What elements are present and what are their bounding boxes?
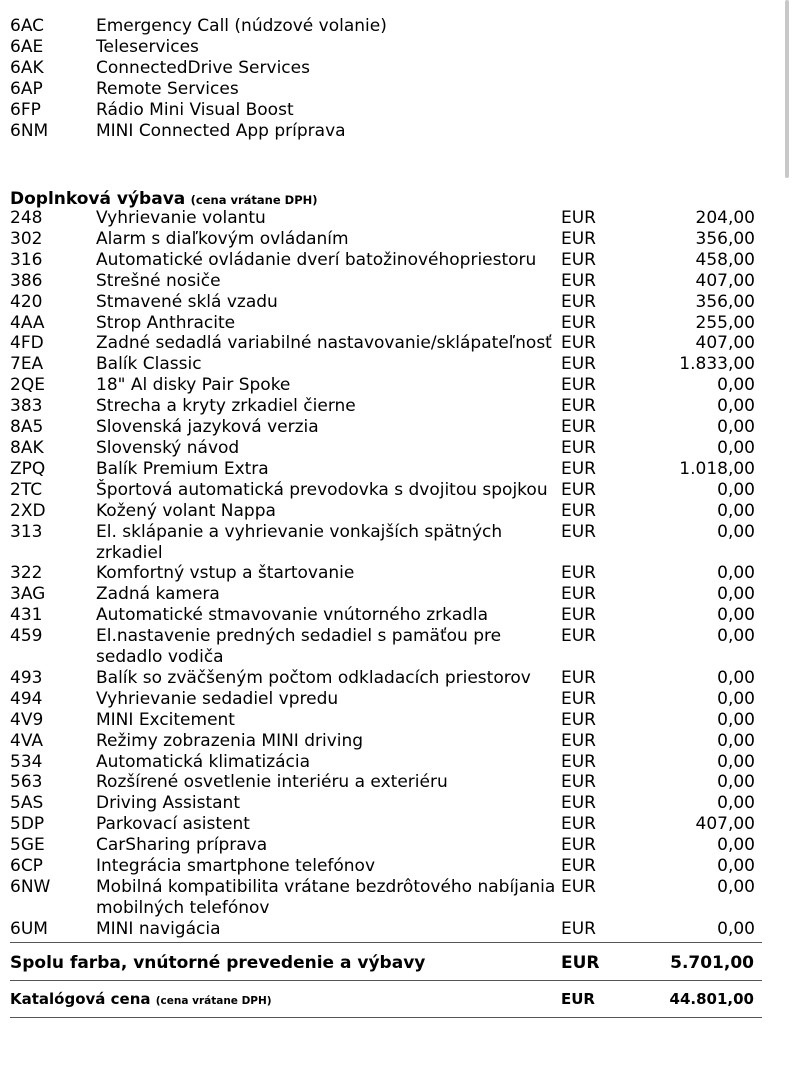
service-code: 6AE (10, 36, 44, 57)
option-currency: EUR (561, 688, 596, 709)
option-price: 0,00 (717, 500, 755, 521)
option-code: 459 (10, 626, 43, 647)
option-price: 0,00 (717, 730, 755, 751)
option-row (0, 563, 755, 584)
option-price: 1.833,00 (679, 354, 755, 375)
option-name: CarSharing príprava (96, 835, 268, 856)
option-row (0, 626, 755, 668)
option-code: 4FD (10, 333, 44, 354)
catalog-price-value: 44.801,00 (669, 990, 754, 1008)
option-name: Parkovací asistent (96, 814, 250, 835)
service-row (0, 16, 561, 37)
option-currency: EUR (561, 835, 596, 856)
scrollbar[interactable] (776, 0, 792, 1080)
option-row (0, 396, 755, 417)
catalog-price-note: (cena vrátane DPH) (155, 995, 272, 1007)
catalog-price-label: Katalógová cena (10, 990, 151, 1008)
option-currency: EUR (561, 856, 596, 877)
option-code: 383 (10, 396, 43, 417)
option-row (0, 271, 755, 292)
option-name: Driving Assistant (96, 793, 241, 814)
option-price: 0,00 (717, 877, 755, 897)
option-code: 4VA (10, 730, 43, 751)
option-row (0, 250, 755, 271)
option-row (0, 814, 755, 835)
option-price: 0,00 (717, 835, 755, 856)
option-name: Komfortný vstup a štartovanie (96, 563, 355, 584)
service-code: 6AC (10, 16, 45, 36)
option-code: 534 (10, 751, 43, 772)
option-row (0, 772, 755, 793)
option-row (0, 501, 755, 522)
option-price: 204,00 (695, 208, 755, 228)
option-name: Zadné sedadlá variabilné nastavovanie/sklápateľnosť (96, 333, 552, 354)
option-name: Športová automatická prevodovka s dvojitou spojkou (96, 479, 548, 500)
divider (10, 980, 762, 981)
option-row (0, 375, 755, 396)
option-price: 356,00 (695, 228, 755, 249)
option-currency: EUR (561, 437, 596, 458)
option-code: 420 (10, 291, 43, 312)
option-price: 458,00 (695, 249, 755, 270)
service-row (0, 79, 561, 100)
option-currency: EUR (561, 626, 596, 647)
option-row (0, 417, 755, 438)
service-code: 6FP (10, 99, 41, 120)
option-currency: EUR (561, 228, 596, 249)
option-name: El. sklápanie a vyhrievanie vonkajších spätných zrkadiel (96, 521, 503, 563)
option-currency: EUR (561, 291, 596, 312)
service-row (0, 37, 561, 58)
divider (10, 942, 762, 943)
subtotal-row (10, 952, 754, 974)
option-name: Automatická klimatizácia (96, 751, 311, 772)
subtotal-label: Spolu farba, vnútorné prevedenie a výbavy (10, 953, 426, 973)
option-currency: EUR (561, 563, 596, 584)
option-code: 386 (10, 270, 43, 291)
option-price: 0,00 (717, 437, 755, 458)
option-name: Alarm s diaľkovým ovládaním (96, 228, 349, 249)
option-price: 0,00 (717, 563, 755, 584)
option-name: Integrácia smartphone telefónov (96, 856, 376, 877)
option-row (0, 689, 755, 710)
option-currency: EUR (561, 249, 596, 270)
option-currency: EUR (561, 208, 596, 228)
option-currency: EUR (561, 354, 596, 375)
option-row (0, 877, 755, 919)
option-row (0, 835, 755, 856)
option-name: MINI navigácia (96, 918, 221, 939)
option-name: Vyhrievanie volantu (96, 208, 266, 228)
service-name: ConnectedDrive Services (96, 57, 310, 78)
option-price: 407,00 (695, 814, 755, 835)
option-row (0, 793, 755, 814)
service-name: Rádio Mini Visual Boost (96, 99, 294, 120)
option-row (0, 438, 755, 459)
options-section-note: (cena vrátane DPH) (190, 193, 318, 207)
option-name: Automatické stmavovanie vnútorného zrkadla (96, 605, 489, 626)
divider (10, 1017, 762, 1018)
option-name: Balík so zväčšeným počtom odkladacích priestorov (96, 667, 531, 688)
option-code: 563 (10, 772, 43, 793)
option-code: 493 (10, 667, 43, 688)
option-price: 0,00 (717, 626, 755, 647)
option-code: 8A5 (10, 417, 44, 438)
option-code: 5GE (10, 835, 45, 856)
option-name: MINI Excitement (96, 709, 235, 730)
service-row (0, 58, 561, 79)
option-currency: EUR (561, 270, 596, 291)
option-price: 0,00 (717, 751, 755, 772)
option-currency: EUR (561, 605, 596, 626)
option-name: Vyhrievanie sedadiel vpredu (96, 688, 339, 709)
option-code: 5AS (10, 793, 44, 814)
service-name: Emergency Call (núdzové volanie) (96, 16, 387, 36)
service-name: MINI Connected App príprava (96, 120, 346, 141)
option-price: 407,00 (695, 333, 755, 354)
service-row (0, 100, 561, 121)
option-row (0, 856, 755, 877)
option-name: Slovenská jazyková verzia (96, 417, 319, 438)
service-code: 6AK (10, 57, 44, 78)
subtotal-currency: EUR (561, 953, 600, 973)
option-code: 5DP (10, 814, 45, 835)
option-currency: EUR (561, 396, 596, 417)
option-name: El.nastavenie predných sedadiel s pamäťou pre sedadlo vodiča (96, 626, 502, 668)
option-code: 4V9 (10, 709, 44, 730)
option-name: Mobilná kompatibilita vrátane bezdrôtového nabíjania mobilných telefónov (96, 877, 556, 918)
option-currency: EUR (561, 521, 596, 542)
subtotal-price: 5.701,00 (670, 953, 754, 973)
option-name: Stmavené sklá vzadu (96, 291, 278, 312)
option-name: Strecha a kryty zrkadiel čierne (96, 396, 356, 417)
option-row (0, 480, 755, 501)
option-price: 0,00 (717, 584, 755, 605)
option-row (0, 522, 755, 564)
option-price: 0,00 (717, 417, 755, 438)
option-currency: EUR (561, 667, 596, 688)
option-price: 0,00 (717, 396, 755, 417)
option-row (0, 313, 755, 334)
option-code: 316 (10, 249, 43, 270)
option-code: 6NW (10, 877, 51, 897)
option-price: 0,00 (717, 688, 755, 709)
option-currency: EUR (561, 877, 596, 897)
option-currency: EUR (561, 814, 596, 835)
option-price: 356,00 (695, 291, 755, 312)
option-code: 2XD (10, 500, 46, 521)
options-table (0, 208, 755, 940)
option-row (0, 229, 755, 250)
option-currency: EUR (561, 751, 596, 772)
service-code: 6AP (10, 78, 43, 99)
option-price: 0,00 (717, 772, 755, 793)
service-row (0, 121, 561, 142)
option-price: 1.018,00 (679, 458, 755, 479)
scrollbar-thumb[interactable] (785, 0, 789, 178)
option-name: Balík Classic (96, 354, 202, 375)
option-price: 0,00 (717, 479, 755, 500)
option-currency: EUR (561, 772, 596, 793)
option-name: Rozšírené osvetlenie interiéru a exteriéru (96, 772, 448, 793)
option-currency: EUR (561, 479, 596, 500)
option-row (0, 919, 755, 940)
option-name: 18" Al disky Pair Spoke (96, 375, 291, 396)
option-row (0, 668, 755, 689)
option-price: 0,00 (717, 856, 755, 877)
option-price: 255,00 (695, 312, 755, 333)
service-name: Remote Services (96, 78, 239, 99)
catalog-price-currency: EUR (561, 990, 595, 1008)
option-code: 431 (10, 605, 43, 626)
option-name: Slovenský návod (96, 437, 240, 458)
option-code: 322 (10, 563, 43, 584)
option-name: Zadná kamera (96, 584, 220, 605)
option-code: ZPQ (10, 458, 46, 479)
option-name: Kožený volant Nappa (96, 500, 276, 521)
option-row (0, 354, 755, 375)
option-currency: EUR (561, 417, 596, 438)
option-price: 0,00 (717, 375, 755, 396)
option-currency: EUR (561, 312, 596, 333)
option-name: Strešné nosiče (96, 270, 221, 291)
option-currency: EUR (561, 584, 596, 605)
option-row (0, 584, 755, 605)
option-row (0, 752, 755, 773)
option-code: 6UM (10, 918, 48, 939)
option-currency: EUR (561, 793, 596, 814)
option-code: 302 (10, 228, 43, 249)
option-currency: EUR (561, 500, 596, 521)
option-row (0, 333, 755, 354)
option-row (0, 710, 755, 731)
option-currency: EUR (561, 333, 596, 354)
option-code: 2QE (10, 375, 45, 396)
option-code: 494 (10, 688, 43, 709)
option-price: 407,00 (695, 270, 755, 291)
option-row (0, 292, 755, 313)
option-row (0, 731, 755, 752)
option-currency: EUR (561, 730, 596, 751)
service-code: 6NM (10, 120, 49, 141)
option-currency: EUR (561, 918, 596, 939)
option-row (0, 208, 755, 229)
option-name: Strop Anthracite (96, 312, 236, 333)
options-section-title: Doplnková výbava (10, 189, 186, 209)
option-price: 0,00 (717, 605, 755, 626)
option-code: 8AK (10, 437, 44, 458)
option-code: 2TC (10, 479, 43, 500)
option-row (0, 459, 755, 480)
option-price: 0,00 (717, 709, 755, 730)
option-code: 313 (10, 521, 43, 542)
option-code: 7EA (10, 354, 44, 375)
catalog-price-label-wrap (10, 988, 561, 1012)
option-name: Automatické ovládanie dverí batožinovéhopriestoru (96, 249, 537, 270)
option-row (0, 605, 755, 626)
option-code: 6CP (10, 856, 43, 877)
option-currency: EUR (561, 375, 596, 396)
option-price: 0,00 (717, 667, 755, 688)
services-list (0, 16, 561, 141)
option-name: Režimy zobrazenia MINI driving (96, 730, 364, 751)
option-price: 0,00 (717, 521, 755, 542)
catalog-price-row (10, 988, 754, 1012)
option-code: 248 (10, 208, 43, 228)
service-name: Teleservices (96, 36, 199, 57)
option-currency: EUR (561, 709, 596, 730)
option-price: 0,00 (717, 918, 755, 939)
option-currency: EUR (561, 458, 596, 479)
option-code: 4AA (10, 312, 45, 333)
option-code: 3AG (10, 584, 46, 605)
option-name: Balík Premium Extra (96, 458, 269, 479)
option-price: 0,00 (717, 793, 755, 814)
